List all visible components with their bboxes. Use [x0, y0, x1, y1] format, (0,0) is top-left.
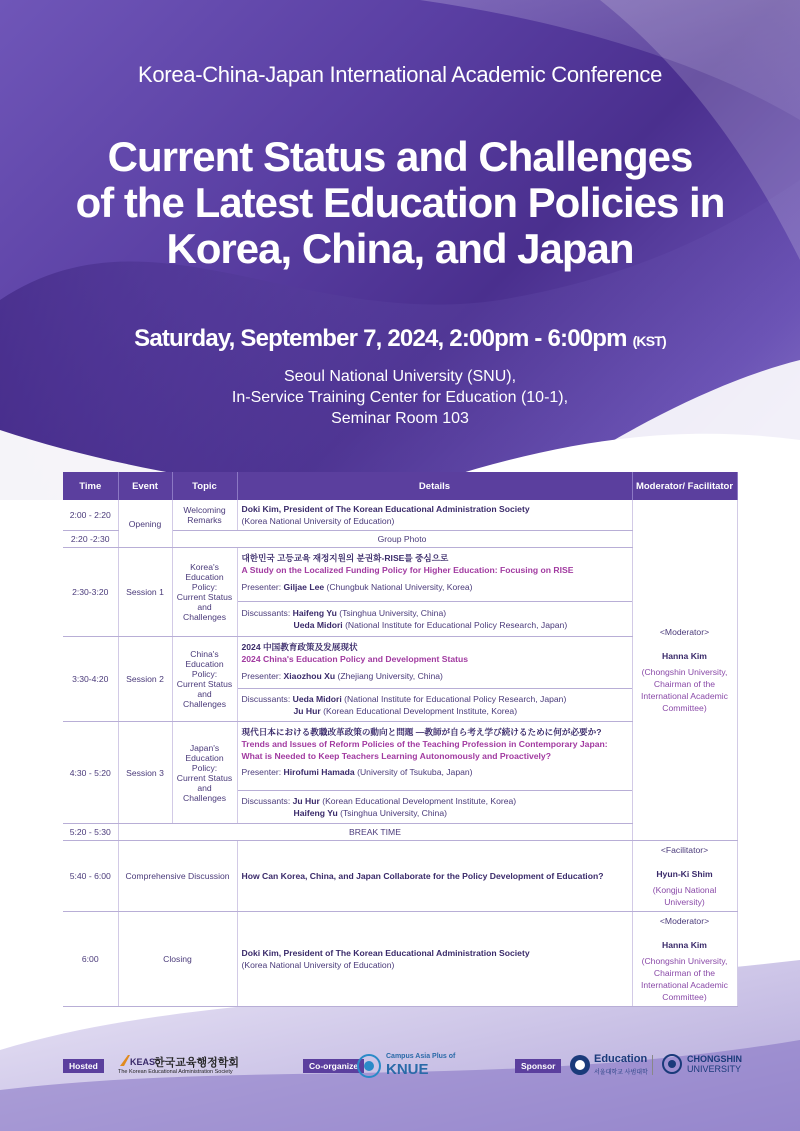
- presenter-label: Presenter:: [241, 582, 284, 592]
- time-cell: 2:30-3:20: [63, 548, 118, 637]
- time-cell: 2:20 -2:30: [63, 531, 118, 548]
- event-cell: Session 3: [118, 722, 172, 824]
- coorganizer-top: Campus Asia Plus of: [386, 1053, 456, 1060]
- discussant-affiliation: (Tsinghua University, China): [337, 808, 447, 818]
- footer: [0, 1052, 800, 1082]
- table-header-row: [63, 472, 737, 500]
- title-line: of the Latest Education Policies in: [75, 179, 725, 226]
- discussant-line: [242, 693, 628, 705]
- discussant-name: Ju Hur: [293, 706, 321, 716]
- event-date: [0, 325, 800, 353]
- host-subtitle: The Korean Educational Administration Society: [118, 1069, 233, 1075]
- event-cell: Comprehensive Discussion: [118, 841, 237, 912]
- table-row: [63, 500, 737, 531]
- details-cell: [237, 722, 632, 824]
- session-title-native: 現代日本における教職改革政策の動向と問題 ―教師が自ら考え学び続けるために何が必要か?: [241, 727, 602, 737]
- presenter-line: [242, 670, 628, 682]
- venue-line: In-Service Training Center for Education (10-1),: [231, 389, 569, 406]
- discussant-name: Haifeng Yu: [293, 808, 338, 818]
- discussant-name: Ju Hur: [292, 796, 320, 806]
- moderator-affiliation: (Chongshin University, Chairman of the International Academic Committee): [641, 956, 728, 1002]
- discussant-name: Haifeng Yu: [292, 608, 337, 618]
- session-title-english: Trends and Issues of Reform Policies of the Teaching Profession in Contemporary Japan: What is Needed to Keep Teachers Learning Autonomously and Proactively?: [241, 739, 608, 761]
- session-title-native: 2024 中国教育政策及发展现状: [241, 642, 358, 652]
- break-cell: BREAK TIME: [118, 824, 632, 841]
- topic-cell: Welcoming Remarks: [172, 500, 237, 531]
- group-photo-cell: Group Photo: [172, 531, 632, 548]
- discussant-name: Ueda Midori: [293, 620, 343, 630]
- moderator-name: Hanna Kim: [662, 940, 707, 950]
- event-cell: Closing: [118, 912, 237, 1007]
- presenter-label: Presenter:: [241, 767, 284, 777]
- topic-cell: China's Education Policy: Current Status and Challenges: [172, 637, 237, 722]
- speaker-affiliation: (Korea National University of Education): [241, 960, 395, 970]
- time-cell: 4:30 - 5:20: [63, 722, 118, 824]
- event-cell: Session 1: [118, 548, 172, 637]
- title-line: Current Status and Challenges: [107, 133, 693, 180]
- discussant-name: Ueda Midori: [292, 694, 342, 704]
- discussants-label: Discussants:: [241, 694, 293, 704]
- topic-cell: Korea's Education Policy: Current Status and Challenges: [172, 548, 237, 637]
- presenter-line: [242, 581, 628, 593]
- venue: [0, 366, 800, 429]
- presenter-affiliation: (Chungbuk National University, Korea): [324, 582, 473, 592]
- title-line: Korea, China, and Japan: [166, 225, 634, 272]
- moderator-cell: [632, 912, 737, 1007]
- discussant-line: [242, 607, 628, 619]
- speaker-name: Doki Kim, President of The Korean Educational Administration Society: [241, 948, 530, 958]
- time-cell: 2:00 - 2:20: [63, 500, 118, 531]
- sponsor2-subtitle: UNIVERSITY: [687, 1064, 742, 1074]
- facilitator-name: Hyun-Ki Shim: [656, 869, 713, 879]
- knue-logo-icon: [357, 1054, 381, 1078]
- moderator-affiliation: (Chongshin University, Chairman of the International Academic Committee): [641, 667, 728, 713]
- facilitator-cell: [632, 841, 737, 912]
- column-header: Details: [237, 472, 632, 500]
- sponsor-tag: Sponsor: [515, 1059, 561, 1073]
- speaker-name: Doki Kim, President of The Korean Educational Administration Society: [241, 504, 530, 514]
- event-cell: Opening: [118, 500, 172, 548]
- column-header: Moderator/ Facilitator: [632, 472, 737, 500]
- time-cell: 5:20 - 5:30: [63, 824, 118, 841]
- details-cell: [237, 912, 632, 1007]
- time-cell: 6:00: [63, 912, 118, 1007]
- presenter-line: [242, 766, 628, 778]
- table-row: [63, 912, 737, 1007]
- moderator-label: <Moderator>: [659, 627, 710, 637]
- event-date-text: Saturday, September 7, 2024, 2:00pm - 6:00pm: [134, 325, 627, 352]
- host-logo-icon: [118, 1054, 156, 1068]
- conference-name: Korea-China-Japan International Academic Conference: [137, 62, 663, 87]
- presenter-label: Presenter:: [241, 671, 284, 681]
- event-cell: Session 2: [118, 637, 172, 722]
- facilitator-label: <Facilitator>: [660, 845, 709, 855]
- event-timezone: (KST): [632, 333, 666, 349]
- column-header: Topic: [172, 472, 237, 500]
- session-title-english: A Study on the Localized Funding Policy for Higher Education: Focusing on RISE: [241, 565, 574, 575]
- venue-line: Seminar Room 103: [331, 410, 469, 427]
- presenter-name: Xiaozhou Xu: [283, 671, 336, 681]
- facilitator-affiliation: (Kongju National University): [652, 885, 717, 907]
- discussants-label: Discussants:: [241, 608, 293, 618]
- table-row: [63, 841, 737, 912]
- discussant-affiliation: (Tsinghua University, China): [336, 608, 447, 618]
- venue-line: Seoul National University (SNU),: [283, 368, 517, 385]
- discussants-label: Discussants:: [241, 796, 293, 806]
- details-cell: [237, 548, 632, 637]
- sponsor2-name: CHONGSHIN: [687, 1054, 743, 1064]
- discussant-line: [242, 807, 628, 819]
- speaker-affiliation: (Korea National University of Education): [241, 516, 395, 526]
- hosted-tag: Hosted: [63, 1059, 104, 1073]
- moderator-name: Hanna Kim: [662, 651, 707, 661]
- snu-logo-icon: [569, 1054, 591, 1076]
- divider: [652, 1055, 653, 1075]
- time-cell: 3:30-4:20: [63, 637, 118, 722]
- presenter-name: Hirofumi Hamada: [283, 767, 355, 777]
- topic-cell: Japan's Education Policy: Current Status and Challenges: [172, 722, 237, 824]
- discussant-line: [242, 705, 628, 717]
- discussant-line: [242, 795, 628, 807]
- presenter-affiliation: (University of Tsukuba, Japan): [354, 767, 473, 777]
- discussant-affiliation: (National Institute for Educational Policy Research, Japan): [341, 694, 567, 704]
- details-cell: How Can Korea, China, and Japan Collaborate for the Policy Development of Education?: [237, 841, 632, 912]
- presenter-affiliation: (Zhejiang University, China): [335, 671, 443, 681]
- sponsor1-name: Education: [594, 1053, 648, 1065]
- discussant-affiliation: (Korean Educational Development Institute, Korea): [320, 706, 518, 716]
- moderator-label: <Moderator>: [659, 916, 710, 926]
- discussant-affiliation: (Korean Educational Development Institute, Korea): [319, 796, 517, 806]
- chongshin-logo-icon: [662, 1054, 682, 1074]
- session-title-native: 대한민국 고등교육 재정지원의 분권화-RISE를 중심으로: [241, 553, 449, 563]
- column-header: Event: [118, 472, 172, 500]
- session-title-english: 2024 China's Education Policy and Development Status: [241, 654, 468, 664]
- schedule-table: [63, 472, 738, 1007]
- page-title: [40, 134, 760, 272]
- discussant-affiliation: (National Institute for Educational Policy Research, Japan): [342, 620, 568, 630]
- discussant-line: [242, 619, 628, 631]
- time-cell: 5:40 - 6:00: [63, 841, 118, 912]
- details-cell: [237, 500, 632, 531]
- coorganizer-name: KNUE: [386, 1061, 429, 1078]
- coorganize-tag: Co-organize: [303, 1059, 364, 1073]
- presenter-name: Giljae Lee: [283, 582, 325, 592]
- details-cell: [237, 637, 632, 722]
- column-header: Time: [63, 472, 118, 500]
- moderator-cell: [632, 500, 737, 841]
- sponsor1-subtitle: 서울대학교 사범대학: [594, 1070, 648, 1076]
- svg-text:KEAS: KEAS: [130, 1057, 156, 1067]
- host-name: 한국교육행정학회: [154, 1057, 240, 1069]
